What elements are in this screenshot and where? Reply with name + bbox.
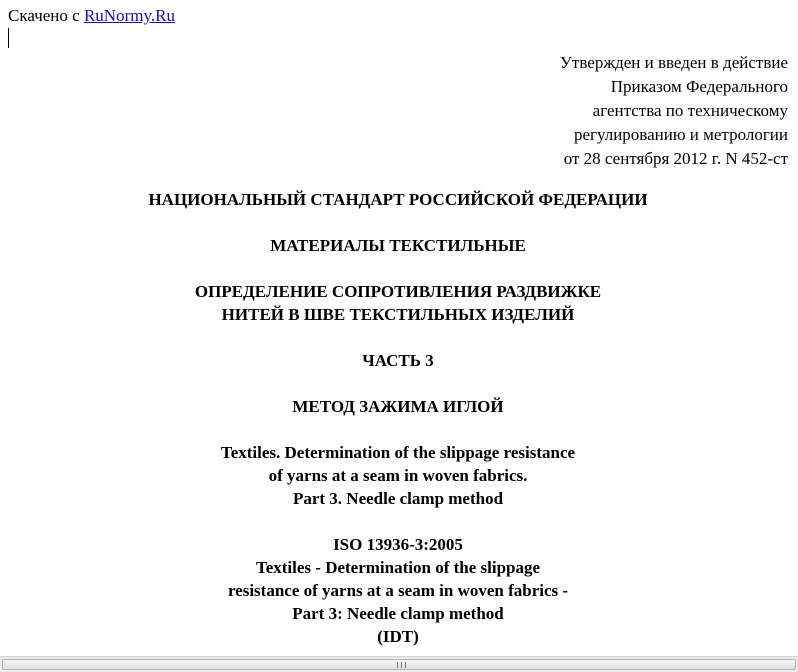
part-text: ЧАСТЬ 3 xyxy=(362,351,434,370)
document-title-line: ОПРЕДЕЛЕНИЕ СОПРОТИВЛЕНИЯ РАЗДВИЖКЕ xyxy=(194,282,602,301)
iso-number: ISO 13936-3:2005 xyxy=(333,535,463,554)
document-title xyxy=(0,280,796,326)
horizontal-scrollbar[interactable] xyxy=(0,656,798,672)
text-cursor xyxy=(8,28,9,48)
approval-line: агентства по техническому xyxy=(592,101,788,120)
idt-marker: (IDT) xyxy=(377,627,419,646)
runormy-link[interactable]: RuNormy.Ru xyxy=(83,6,175,25)
standard-title xyxy=(0,188,796,211)
part-heading xyxy=(0,349,796,372)
english-title-line: Part 3. Needle clamp method xyxy=(292,489,504,508)
iso-title-line: resistance of yarns at a seam in woven fabrics - xyxy=(227,581,569,600)
english-title-line: of yarns at a seam in woven fabrics. xyxy=(268,466,528,485)
grip-icon xyxy=(397,662,406,668)
subject-heading xyxy=(0,234,796,257)
approval-line: регулированию и метрологии xyxy=(573,125,788,144)
document-title-line: НИТЕЙ В ШВЕ ТЕКСТИЛЬНЫХ ИЗДЕЛИЙ xyxy=(221,305,575,324)
iso-reference xyxy=(0,533,796,648)
downloaded-prefix: Скачено с xyxy=(8,6,80,25)
iso-title-line: Textiles - Determination of the slippage xyxy=(255,558,541,577)
iso-title-line: Part 3: Needle clamp method xyxy=(292,604,504,623)
approval-line: Приказом Федерального xyxy=(610,77,788,96)
method-heading xyxy=(0,395,796,418)
english-title xyxy=(0,441,796,510)
approval-line: Утвержден и введен в действие xyxy=(559,53,788,72)
method-text: МЕТОД ЗАЖИМА ИГЛОЙ xyxy=(292,397,504,416)
approval-line: от 28 сентября 2012 г. N 452-ст xyxy=(563,149,788,168)
approval-block xyxy=(560,51,788,171)
scrollbar-thumb[interactable] xyxy=(2,659,796,670)
subject-text: МАТЕРИАЛЫ ТЕКСТИЛЬНЫЕ xyxy=(270,236,526,255)
standard-title-text: НАЦИОНАЛЬНЫЙ СТАНДАРТ РОССИЙСКОЙ ФЕДЕРАЦИИ xyxy=(148,190,648,209)
downloaded-from-line xyxy=(8,5,175,27)
english-title-line: Textiles. Determination of the slippage resistance xyxy=(220,443,576,462)
